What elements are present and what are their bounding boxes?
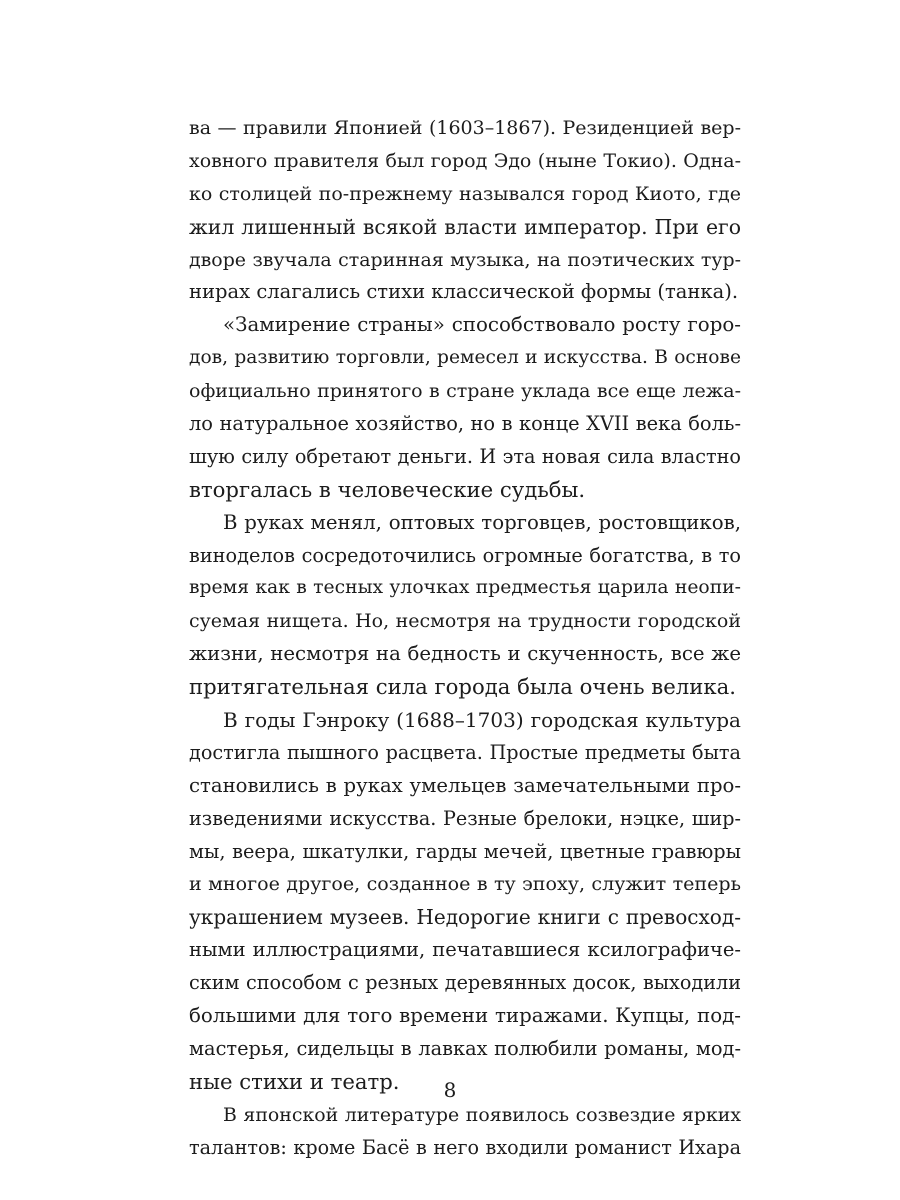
text-line: украшением музеев. Недорогие книги с превосход- bbox=[189, 905, 741, 930]
text-line: шую силу обретают деньги. И эта новая сила властно bbox=[189, 444, 741, 468]
text-line: дворе звучала старинная музыка, на поэтических тур- bbox=[189, 248, 741, 271]
text-line: становились в руках умельцев замечательными про- bbox=[189, 773, 741, 797]
text-line: время как в тесных улочках предместья царила неопи- bbox=[189, 577, 741, 599]
paragraph-first-line: «Замирение страны» способствовало росту горо- bbox=[223, 313, 741, 337]
text-line: ва — правили Японией (1603–1867). Резиденцией вер- bbox=[189, 117, 741, 139]
text-line: мы, веера, шкатулки, гарды мечей, цветные гравюры bbox=[189, 839, 741, 863]
body-text bbox=[189, 112, 741, 1165]
text-line: ными иллюстрациями, печатавшиеся ксилографиче- bbox=[189, 938, 741, 962]
text-line: нирах слагались стихи классической формы (танка). bbox=[189, 280, 739, 304]
text-line: ло натуральное хозяйство, но в конце XVII века боль- bbox=[189, 412, 741, 436]
text-line: достигла пышного расцвета. Простые предметы быта bbox=[189, 740, 741, 764]
paragraph-first-line: В японской литературе появилось созвездие ярких bbox=[223, 1103, 741, 1126]
text-line: ховного правителя был город Эдо (ныне Токио). Одна- bbox=[189, 149, 741, 172]
text-line: жил лишенный всякой власти император. При его bbox=[189, 214, 741, 239]
text-line: талантов: кроме Басё в него входили романист Ихара bbox=[189, 1135, 741, 1159]
page-number: 8 bbox=[443, 1078, 457, 1102]
text-line: официально принятого в стране уклада все еще лежа- bbox=[189, 380, 741, 403]
text-line: изведениями искусства. Резные брелоки, нэцке, шир- bbox=[189, 806, 741, 830]
text-line: суемая нищета. Но, несмотря на трудности городской bbox=[189, 610, 741, 633]
text-line: виноделов сосредоточились огромные богатства, в то bbox=[189, 543, 741, 567]
text-line: дов, развитию торговли, ремесел и искусства. В основе bbox=[189, 347, 741, 369]
text-line: жизни, несмотря на бедность и скученность, все же bbox=[189, 642, 741, 666]
text-line: ные стихи и театр. bbox=[189, 1068, 400, 1094]
text-line: большими для того времени тиражами. Купцы, под- bbox=[189, 1004, 741, 1028]
text-line: мастерья, сидельцы в лавках полюбили романы, мод- bbox=[189, 1036, 741, 1060]
text-line: ским способом с резных деревянных досок, выходили bbox=[189, 971, 741, 995]
paragraph-first-line: В руках менял, оптовых торговцев, ростовщиков, bbox=[223, 510, 741, 534]
text-line: и многое другое, созданное в ту эпоху, служит теперь bbox=[189, 873, 741, 896]
text-line: ко столицей по-прежнему назывался город Киото, где bbox=[189, 182, 741, 205]
text-line: вторгалась в человеческие судьбы. bbox=[189, 476, 586, 502]
text-line: притягательная сила города была очень велика. bbox=[189, 674, 736, 700]
paragraph-first-line: В годы Гэнроку (1688–1703) городская культура bbox=[223, 708, 741, 733]
